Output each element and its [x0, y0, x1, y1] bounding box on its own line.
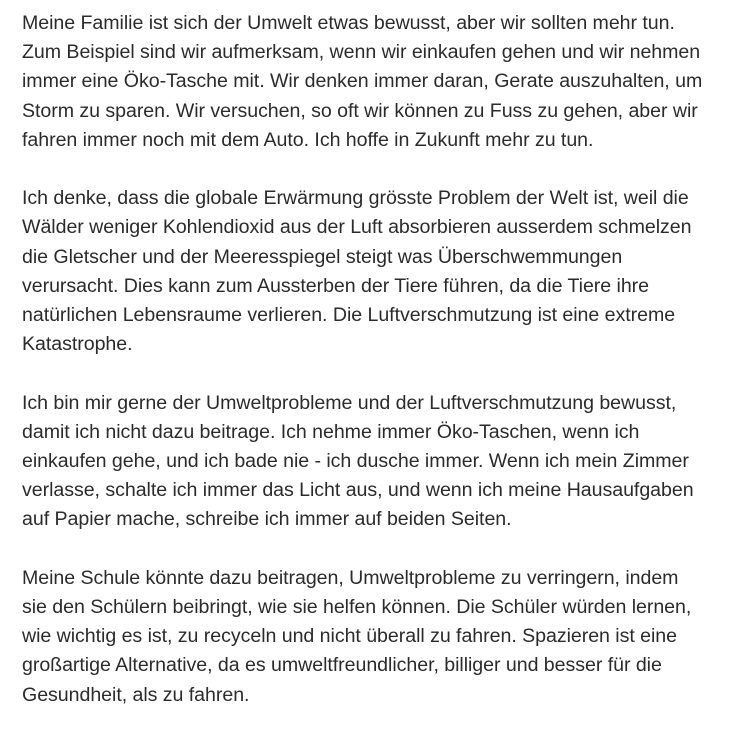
text-line: Storm zu sparen. Wir versuchen, so oft wir können zu Fuss zu gehen, aber wir [22, 99, 698, 122]
text-line: sie den Schülern beibringt, wie sie helfen können. Die Schüler würden lernen, [22, 596, 692, 619]
text-line: großartige Alternative, da es umweltfreundlicher, billiger und besser für die [22, 654, 662, 677]
text-line: Gesundheit, als zu fahren. [22, 683, 250, 706]
text-line: Meine Familie ist sich der Umwelt etwas bewusst, aber wir sollten mehr tun. [22, 12, 675, 34]
document-body [22, 9, 744, 739]
text-line: Ich denke, dass die globale Erwärmung grösste Problem der Welt ist, weil die [22, 187, 689, 210]
text-line: einkaufen gehe, und ich bade nie - ich dusche immer. Wenn ich mein Zimmer [22, 450, 689, 473]
text-line: auf Papier mache, schreibe ich immer auf beiden Seiten. [22, 508, 512, 531]
text-line: Zum Beispiel sind wir aufmerksam, wenn wir einkaufen gehen und wir nehmen [22, 41, 701, 64]
text-line: damit ich nicht dazu beitrage. Ich nehme immer Öko-Taschen, wenn ich [22, 420, 640, 443]
paragraph-personal-actions [22, 389, 744, 535]
text-line: immer eine Öko-Tasche mit. Wir denken immer daran, Gerate auszuhalten, um [22, 70, 703, 93]
text-line: Ich bin mir gerne der Umweltprobleme und der Luftverschmutzung bewusst, [22, 391, 677, 414]
text-line: fahren immer noch mit dem Auto. Ich hoffe in Zukunft mehr zu tun. [22, 128, 594, 151]
text-line: Wälder weniger Kohlendioxid aus der Luft absorbieren ausserdem schmelzen [22, 216, 692, 239]
text-line: die Gletscher und der Meeresspiegel steigt was Überschwemmungen [22, 245, 623, 268]
text-line: Katastrophe. [22, 333, 133, 356]
text-line: natürlichen Lebensraume verlieren. Die Luftverschmutzung ist eine extreme [22, 304, 676, 327]
text-line: wie wichtig es ist, zu recyceln und nicht überall zu fahren. Spazieren ist eine [22, 625, 677, 648]
paragraph-school-role [22, 564, 744, 710]
text-line: Meine Schule könnte dazu beitragen, Umweltprobleme zu verringern, indem [22, 566, 679, 589]
text-line: verlasse, schalte ich immer das Licht aus, und wenn ich meine Hausaufgaben [22, 479, 694, 502]
text-line: verursacht. Dies kann zum Aussterben der Tiere führen, da die Tiere ihre [22, 274, 649, 297]
paragraph-global-warming [22, 184, 744, 359]
paragraph-family-awareness [22, 9, 744, 155]
